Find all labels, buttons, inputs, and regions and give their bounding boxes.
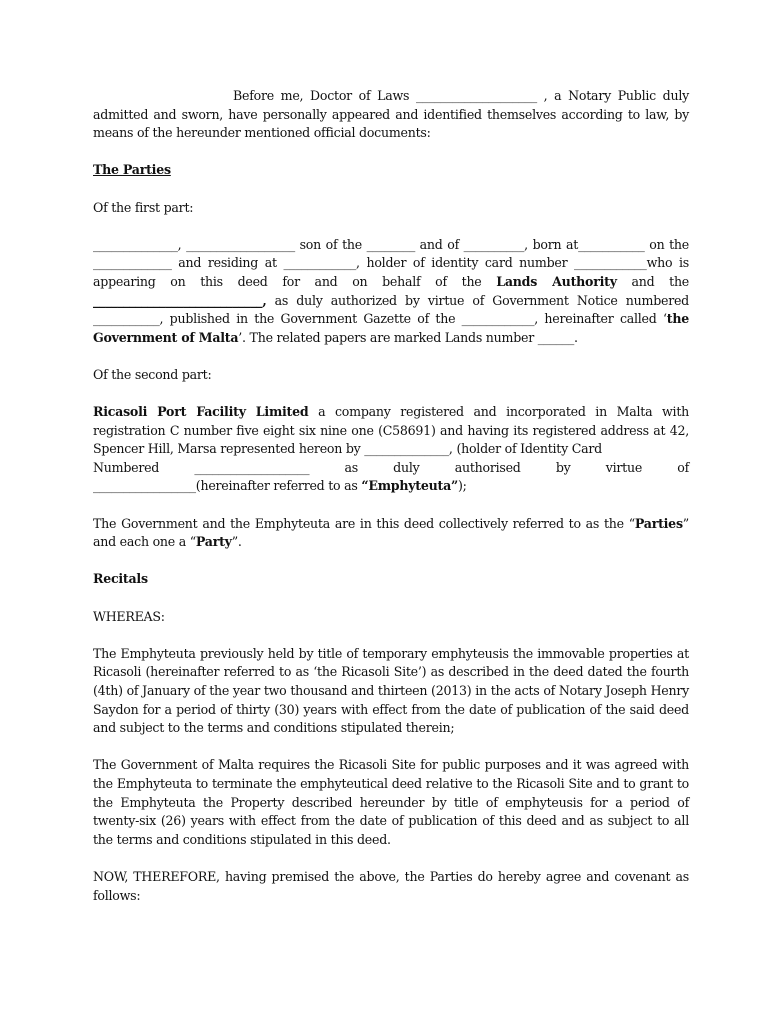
second-part-closing-line bbox=[93, 477, 689, 496]
recital-paragraph-1: The Emphyteuta previously held by title of temporary emphyteusis the immovable properties at Ricasoli (hereinafter referred to as ‘the Ricasoli Site’) as described in the deed dated the fourth (4th) of January of the year two thousand and thirteen (2013) in the acts of Notary Joseph Henry Saydon for a period of thirty (30) years with effect from the date of publication of the said deed and subject to the terms and conditions stipulated therein; bbox=[93, 645, 689, 736]
collective-paragraph bbox=[93, 515, 689, 552]
collective-text-b: ” and each one a “ bbox=[93, 515, 689, 550]
second-part-text-c: ); bbox=[458, 478, 467, 494]
recital-paragraph-2: The Government of Malta requires the Ricasoli Site for public purposes and it was agreed with the Emphyteuta to terminate the emphyteutical deed relative to the Ricasoli Site and to grant to the Emphyteuta the Property described hereunder by title of emphyteusis for a period of twenty-six (26) years with effect from the date of publication of this deed and as subject to all the terms and conditions stipulated in this deed. bbox=[93, 757, 689, 847]
parties-heading: The Parties bbox=[93, 162, 171, 178]
recitals-heading: Recitals bbox=[93, 571, 148, 587]
first-part-text-b: and the bbox=[616, 273, 690, 289]
collective-text-c: ”. bbox=[231, 534, 242, 550]
whereas-label: WHEREAS: bbox=[93, 608, 165, 624]
parties-term: Parties bbox=[634, 515, 683, 531]
second-part-paragraph bbox=[93, 403, 689, 459]
party-term: Party bbox=[195, 534, 232, 550]
second-part-text-b: _________________(hereinafter referred to as bbox=[93, 478, 362, 494]
government-blank: ____________________________, bbox=[93, 292, 267, 308]
collective-text-a: The Government and the Emphyteuta are in this deed collectively referred to as the “ bbox=[93, 515, 635, 531]
second-part-numbered-line: Numbered ___________________ as duly authorised by virtue of bbox=[93, 459, 689, 475]
first-part-paragraph bbox=[93, 236, 689, 348]
first-part-text-c: as duly authorized by virtue of Government Notice numbered ___________, published in the Government Gazette of the ____________, hereinafter called ‘ bbox=[93, 292, 689, 327]
first-part-label: Of the first part: bbox=[93, 199, 194, 215]
now-therefore-paragraph: NOW, THEREFORE, having premised the above, the Parties do hereby agree and covenant as follows: bbox=[93, 868, 689, 903]
intro-paragraph: Before me, Doctor of Laws ____________________ , a Notary Public duly admitted and sworn, have personally appeared and identified themselves according to law, by means of the hereunder mentioned official documents: bbox=[93, 88, 689, 141]
lands-authority-name: Lands Authority bbox=[496, 273, 617, 289]
first-part-text-a: ______________, __________________ son of the ________ and of __________, born at___________ on the _____________ and residing at ____________, holder of identity card number ____________who is appearing on this deed for and on behalf of the bbox=[93, 236, 689, 289]
second-part-label: Of the second part: bbox=[93, 366, 212, 382]
government-of-malta-name: the Government of Malta bbox=[93, 311, 689, 345]
first-part-text-d: ’. The related papers are marked Lands number ______. bbox=[238, 329, 578, 345]
emphyteuta-term: “Emphyteuta” bbox=[361, 478, 459, 494]
document-page bbox=[93, 87, 689, 905]
second-part-text-a: a company registered and incorporated in Malta with registration C number five eight six nine one (C58691) and having its registered address at 42, Spencer Hill, Marsa represented hereon by ______________, (holder of Identity Card bbox=[93, 404, 689, 457]
company-name: Ricasoli Port Facility Limited bbox=[93, 404, 309, 420]
